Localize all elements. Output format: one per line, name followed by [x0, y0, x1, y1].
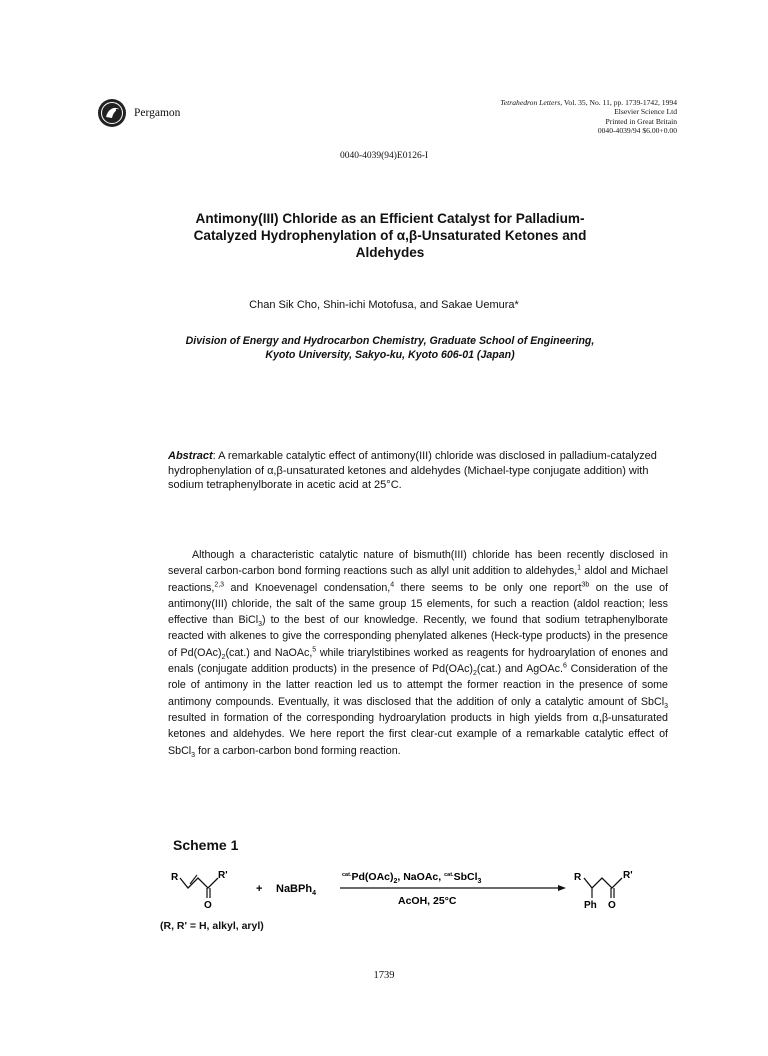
publisher-line: Elsevier Science Ltd	[614, 107, 677, 117]
reference-marker: 6	[562, 662, 567, 670]
page-number: 1739	[373, 970, 395, 981]
body-text: and Knoevenagel condensation,	[224, 581, 391, 594]
publisher-name: Pergamon	[134, 107, 181, 119]
journal-volume: , Vol. 35, No. 11, pp. 1739-1742, 1994	[560, 98, 677, 107]
reference-marker: 3b	[581, 581, 590, 589]
phenyl-label: Ph	[584, 900, 597, 911]
body-text: for a carbon-carbon bond forming reaction.	[195, 744, 401, 757]
scheme-title: Scheme 1	[173, 837, 239, 853]
arrowhead	[558, 885, 566, 891]
title-line-2: Catalyzed Hydrophenylation of α,β-Unsaturated Ketones and	[193, 228, 587, 243]
body-paragraph	[168, 547, 668, 759]
reference-marker: 2,3	[214, 581, 225, 589]
reaction-conditions-below: AcOH, 25°C	[398, 895, 457, 907]
title-line-1: Antimony(III) Chloride as an Efficient Catalyst for Palladium-	[195, 211, 585, 226]
affiliation-line-1: Division of Energy and Hydrocarbon Chemistry, Graduate School of Engineering,	[185, 335, 595, 347]
body-text: Although a characteristic catalytic nature of bismuth(III) chloride has been recently disclosed in several carbon-carbon bond forming reactions such as allyl unit addition to aldehydes,	[168, 549, 668, 578]
plus-sign: +	[256, 883, 263, 895]
enone-skeleton-left	[180, 878, 218, 888]
subscript: 2	[221, 653, 226, 661]
subscript: 3	[664, 702, 668, 710]
pergamon-logo	[97, 98, 127, 128]
oxygen-right: O	[608, 900, 616, 911]
reference-marker: 4	[390, 581, 395, 589]
subscript: 3	[191, 751, 196, 759]
r-prime-group-right: R'	[623, 870, 633, 881]
reference-marker: 1	[577, 564, 582, 572]
authors: Chan Sik Cho, Shin-ichi Motofusa, and Sakae Uemura*	[249, 299, 519, 311]
body-text: ) to the best of our knowledge. Recently, we found that sodium tetraphenylborate reacted with alkenes to give the corresponding phenylated alkenes (Heck-type products) in the presence of Pd(OAc)	[168, 614, 668, 659]
abstract-text: : A remarkable catalytic effect of antimony(III) chloride was disclosed in palladium-catalyzed hydrophenylation of α,β-unsaturated ketones and aldehydes (Michael-type conjugate addition) with sodium tetraphenylborate in acetic acid at 25°C.	[168, 450, 657, 492]
r-group-left: R	[171, 872, 179, 883]
journal-name: Tetrahedron Letters	[500, 98, 561, 107]
oxygen-left: O	[204, 900, 212, 911]
reagent-label: NaBPh$_4$	[276, 883, 316, 897]
paper-title	[150, 210, 630, 261]
body-text: Consideration of the role of antimony in the latter reaction led us to attempt the former reaction in the presence of some antimony compounds. Eventually, it was disclosed that the addition of only a catalytic amount of SbCl	[168, 663, 668, 708]
journal-citation	[357, 98, 677, 107]
title-line-3: Aldehydes	[355, 245, 425, 260]
reaction-conditions-above: $^{cat.}Pd(OAc)_2$, NaOAc, $^{cat.}$SbCl$_3$	[342, 871, 482, 885]
subscript: 2	[472, 670, 477, 678]
issn-line: 0040-4039/94 $6.00+0.00	[597, 126, 677, 136]
body-text: there seems to be only one report	[394, 581, 582, 594]
body-text: resulted in formation of the corresponding hydroarylation products in high yields from α,β-unsaturated ketones and aldehydes. We here report the first clear-cut example of a remarkable catalytic effect of SbCl	[168, 711, 668, 757]
abstract	[168, 449, 668, 493]
subscript: 3	[258, 621, 262, 629]
r-group-right: R	[574, 872, 582, 883]
body-text: aldol and Michael reactions,	[168, 565, 668, 594]
substituent-definition: (R, R' = H, alkyl, aryl)	[160, 920, 264, 932]
affiliation	[120, 334, 660, 362]
body-text: (cat.) and NaOAc,	[225, 646, 313, 659]
journal-citation-block	[357, 98, 677, 136]
body-text: while triarylstibines worked as reagents for hydroarylation of enones and enals (conjugate addition products) in the presence of Pd(OAc)	[168, 646, 668, 676]
product-skeleton	[584, 878, 622, 888]
reaction-scheme	[160, 862, 680, 922]
affiliation-line-2: Kyoto University, Sakyo-ku, Kyoto 606-01 (Japan)	[265, 349, 515, 361]
printed-line: Printed in Great Britain	[605, 116, 677, 126]
abstract-label: Abstract	[168, 450, 213, 462]
body-text: (cat.) and AgOAc.	[476, 663, 563, 676]
doi-code: 0040-4039(94)E0126-I	[339, 151, 429, 161]
r-prime-group-left: R'	[218, 870, 228, 881]
reference-marker: 5	[312, 646, 317, 654]
body-text: on the use of antimony(III) chloride, the salt of the same group 15 elements, for such a reaction (aldol reaction; less effective than BiCl	[168, 581, 668, 627]
